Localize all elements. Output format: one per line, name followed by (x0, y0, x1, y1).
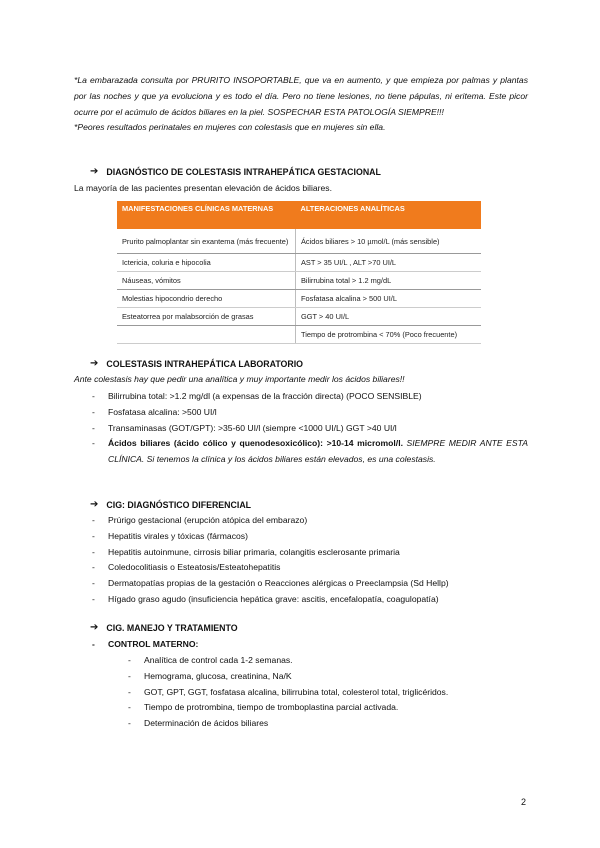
arrow-right-icon: ➔ (90, 358, 99, 369)
intro-paragraph: *La embarazada consulta por PRURITO INSOPORTABLE, que va en aumento, y que empieza por palmas y plantas por las noches y que ya evoluciona y es todo el día. Pero no tiene lesiones, no tiene pápulas, ni eritema. Este picor ocurre por el acúmulo de ácidos biliares en la piel. SOSPECHAR ESTA PATOLOGÍA SIEMPRE!!! (74, 75, 528, 117)
table-cell: Molestias hipocondrio derecho (117, 290, 296, 308)
table-header-row (117, 201, 481, 229)
list-item: - Coledocolitiasis o Esteatosis/Esteatohepatitis (74, 560, 528, 576)
intro-note: *Peores resultados perinatales en mujeres con colestasis que en mujeres sin ella. (74, 122, 386, 133)
list-item: - Tiempo de protrombina, tiempo de tromboplastina parcial activada. (110, 700, 528, 716)
table-cell: Prurito palmoplantar sin exantema (más frecuente) (117, 229, 296, 254)
list-item: - Hepatitis virales y tóxicas (fármacos) (74, 529, 528, 545)
table-header-right: ALTERACIONES ANALÍTICAS (296, 201, 482, 229)
list-item: - GOT, GPT, GGT, fosfatasa alcalina, bilirrubina total, colesterol total, triglicéridos. (110, 685, 528, 701)
page-number: 2 (521, 797, 527, 807)
control-list (110, 653, 528, 732)
table-cell: AST > 35 UI/L , ALT >70 UI/L (296, 254, 482, 272)
control-heading-list (74, 637, 528, 653)
section-heading-diferencial: ➔ CIG: DIAGNÓSTICO DIFERENCIAL (90, 499, 252, 510)
list-item: - Prúrigo gestacional (erupción atópica del embarazo) (74, 513, 528, 529)
list-item: - Hepatitis autoinmune, cirrosis biliar primaria, colangitis esclerosante primaria (74, 545, 528, 561)
table-cell: Náuseas, vómitos (117, 272, 296, 290)
list-item: - Ácidos biliares (ácido cólico y quenodesoxicólico): >10-14 micromol/l. SIEMPRE MEDIR ANTE ESTA CLÍNICA. Si tenemos la clínica y los ácidos biliares están elevados, es una colestasis. (74, 436, 528, 468)
list-item: - Determinación de ácidos biliares (110, 716, 528, 732)
arrow-right-icon: ➔ (90, 622, 99, 633)
clinical-table (117, 201, 481, 344)
list-item: - Analítica de control cada 1-2 semanas. (110, 653, 528, 669)
table-cell: Fosfatasa alcalina > 500 UI/L (296, 290, 482, 308)
list-item: - Dermatopatías propias de la gestación o Reacciones alérgicas o Preeclampsia (Sd Hellp) (74, 576, 528, 592)
table-cell: Tiempo de protrombina < 70% (Poco frecuente) (296, 326, 482, 344)
table-row (117, 326, 481, 344)
section-subtitle: La mayoría de las pacientes presentan elevación de ácidos biliares. (74, 183, 332, 193)
table-row (117, 254, 481, 272)
section-subtitle: Ante colestasis hay que pedir una analítica y muy importante medir los ácidos biliares!! (74, 374, 405, 384)
intro-notes (74, 73, 528, 136)
list-item: - Transaminasas (GOT/GPT): >35-60 UI/l (siempre <1000 UI/L) GGT >40 UI/l (74, 421, 528, 437)
section-heading-diagnostico: ➔ DIAGNÓSTICO DE COLESTASIS INTRAHEPÁTICA GESTACIONAL (90, 166, 381, 177)
table-cell: GGT > 40 UI/L (296, 308, 482, 326)
section-heading-laboratorio: ➔ COLESTASIS INTRAHEPÁTICA LABORATORIO (90, 358, 304, 369)
list-item: - Hígado graso agudo (insuficiencia hepática grave: ascitis, encefalopatía, coagulopatía) (74, 592, 528, 608)
list-item: - Bilirrubina total: >1.2 mg/dl (a expensas de la fracción directa) (POCO SENSIBLE) (74, 389, 528, 405)
table-cell: Ácidos biliares > 10 µmol/L (más sensible) (296, 229, 482, 254)
table-row (117, 290, 481, 308)
table-row (117, 272, 481, 290)
table-header-left: MANIFESTACIONES CLÍNICAS MATERNAS (117, 201, 296, 229)
table-cell: Ictericia, coluria e hipocolia (117, 254, 296, 272)
arrow-right-icon: ➔ (90, 166, 99, 177)
section-heading-manejo: ➔ CIG. MANEJO Y TRATAMIENTO (90, 622, 238, 633)
table-cell: Bilirrubina total > 1.2 mg/dL (296, 272, 482, 290)
list-item: - CONTROL MATERNO: (74, 637, 528, 653)
lab-list (74, 389, 528, 468)
arrow-right-icon: ➔ (90, 499, 99, 510)
table-cell: Esteatorrea por malabsorción de grasas (117, 308, 296, 326)
list-item: - Hemograma, glucosa, creatinina, Na/K (110, 669, 528, 685)
differential-list (74, 513, 528, 608)
list-item: - Fosfatasa alcalina: >500 UI/l (74, 405, 528, 421)
table-row (117, 229, 481, 254)
table-row (117, 308, 481, 326)
table-cell (117, 326, 296, 344)
